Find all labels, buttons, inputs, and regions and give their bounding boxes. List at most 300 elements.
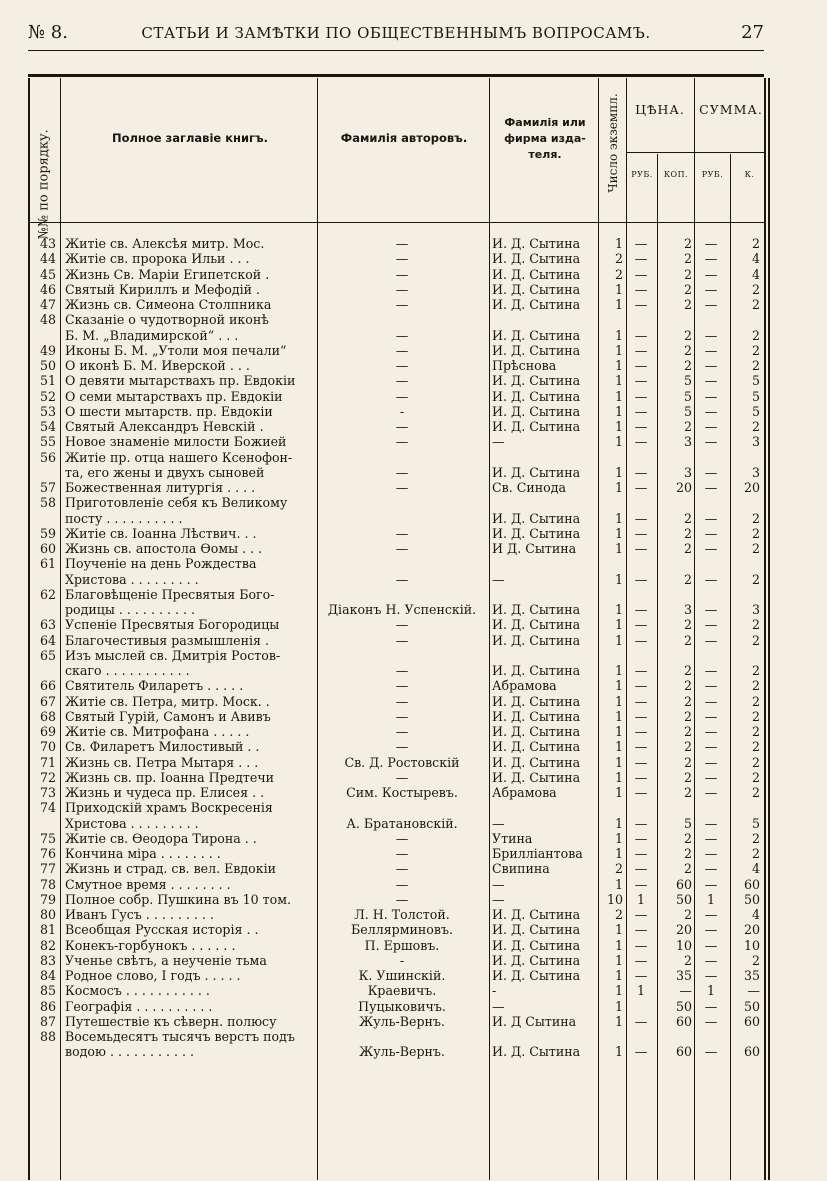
price-kop: 2 <box>683 525 692 541</box>
sum-kop: 2 <box>751 846 760 861</box>
price-kop: 50 <box>675 891 692 907</box>
table-row <box>30 282 764 297</box>
sum-rub: — <box>704 861 718 877</box>
sum-kop: 5 <box>751 373 760 389</box>
price-rub: — <box>634 785 648 800</box>
price-kop: 20 <box>675 480 692 495</box>
copies-count: 1 <box>614 693 623 709</box>
publisher-name: И. Д. Сытина <box>492 663 581 678</box>
publisher-name: И. Д. Сытина <box>492 617 581 633</box>
table-row <box>30 267 764 282</box>
sum-rub: — <box>704 876 718 892</box>
sum-rub: — <box>704 1013 718 1029</box>
price-kop: 2 <box>683 358 692 373</box>
author-name: Жуль-Вернъ. <box>359 1013 445 1029</box>
price-rub: — <box>634 297 648 312</box>
order-number: 52 <box>39 388 56 404</box>
copies-count: 1 <box>614 708 623 724</box>
copies-count: 1 <box>614 632 623 648</box>
copies-count: 1 <box>614 678 623 694</box>
sum-rub: — <box>704 785 718 800</box>
order-number: 53 <box>39 403 56 419</box>
table-row <box>30 1029 764 1044</box>
book-title: Святый Александръ Невскій . <box>65 419 264 434</box>
author-name: — <box>395 876 409 892</box>
copies-count: 1 <box>614 236 623 251</box>
order-number: 77 <box>39 861 56 877</box>
book-title: Космосъ . . . . . . . . . . . <box>65 983 210 999</box>
sum-rub: — <box>704 815 718 831</box>
publisher-name: И. Д. Сытина <box>492 769 581 785</box>
table-row <box>30 480 764 495</box>
sum-rub: — <box>704 327 718 343</box>
sum-kop: 2 <box>751 342 760 358</box>
sum-rub: — <box>704 617 718 633</box>
publisher-name: И. Д. Сытина <box>492 266 581 282</box>
sum-rub: — <box>704 754 718 770</box>
table-row <box>30 877 764 892</box>
price-rub: — <box>634 861 648 877</box>
book-title: Полное собр. Пушкина въ 10 том. <box>65 891 292 907</box>
price-rub: — <box>634 663 648 678</box>
price-sum-subrule <box>626 152 764 153</box>
book-title: Христова . . . . . . . . . <box>65 571 199 587</box>
publisher-name: Свипина <box>492 861 550 877</box>
sum-rub: — <box>704 922 718 938</box>
order-number: 64 <box>39 632 56 648</box>
copies-count: 1 <box>614 785 623 800</box>
order-number: 65 <box>39 647 56 663</box>
order-number: 54 <box>39 419 56 434</box>
table-row <box>30 236 764 251</box>
order-number: 79 <box>39 891 56 907</box>
price-kop: 2 <box>683 769 692 785</box>
copies-count: 1 <box>614 602 623 617</box>
publisher-name: И. Д. Сытина <box>492 525 581 541</box>
sum-kop: 2 <box>751 739 760 755</box>
book-title: О девяти мытарствахъ пр. Евдокіи <box>65 373 296 389</box>
copies-count: 1 <box>614 571 623 587</box>
price-rub: — <box>634 358 648 373</box>
sum-kop: 60 <box>743 1013 760 1029</box>
copies-count: 1 <box>614 373 623 389</box>
sum-rub: — <box>704 937 718 953</box>
header-copies: Число экземпл. <box>606 93 620 193</box>
price-rub: — <box>634 342 648 358</box>
author-name: А. Братановскій. <box>346 815 458 831</box>
sum-kop: 50 <box>743 998 760 1014</box>
book-title: Сказаніе о чудотворной иконѣ <box>65 312 269 328</box>
copies-count: 1 <box>614 281 623 297</box>
copies-count: 1 <box>614 830 623 846</box>
sum-rub: — <box>704 998 718 1014</box>
price-kop: 2 <box>683 342 692 358</box>
book-title: Житіе св. пророка Ильи . . . <box>65 251 250 267</box>
price-rub: — <box>634 327 648 343</box>
book-title: Иконы Б. М. „Утоли моя печали“ <box>65 342 287 358</box>
copies-count: 1 <box>614 754 623 770</box>
author-name: Жуль-Вернъ. <box>359 1044 445 1060</box>
price-rub: 1 <box>636 983 645 999</box>
order-number: 84 <box>39 968 56 983</box>
sum-kop: 5 <box>751 388 760 404</box>
sum-rub: — <box>704 663 718 678</box>
table-row <box>30 724 764 739</box>
header-price-rub: РУБ. <box>631 170 653 179</box>
price-rub: — <box>634 724 648 739</box>
price-rub: — <box>634 830 648 846</box>
sum-kop: 20 <box>743 480 760 495</box>
order-number: 47 <box>39 297 56 312</box>
order-number: 85 <box>39 983 56 999</box>
sum-rub: — <box>704 846 718 861</box>
order-number: 68 <box>39 708 56 724</box>
price-rub: — <box>634 251 648 267</box>
sum-rub: — <box>704 678 718 694</box>
price-rub: — <box>634 739 648 755</box>
sum-rub: — <box>704 632 718 648</box>
table-row <box>30 495 764 510</box>
publisher-name: — <box>492 998 505 1014</box>
author-name: Пуцыковичъ. <box>358 998 446 1014</box>
sum-rub: — <box>704 403 718 419</box>
publisher-name: И. Д. Сытина <box>492 373 581 389</box>
author-name: — <box>395 708 409 724</box>
book-title: О семи мытарствахъ пр. Евдокіи <box>65 388 283 404</box>
price-rub: — <box>634 708 648 724</box>
price-rub: — <box>634 876 648 892</box>
header-order-no: №№ по порядку. <box>36 129 52 240</box>
book-title: Приготовленіе себя къ Великому <box>65 495 288 511</box>
price-rub: — <box>634 815 648 831</box>
sum-rub: — <box>704 693 718 709</box>
order-number: 58 <box>39 495 56 511</box>
price-rub: 1 <box>636 891 645 907</box>
author-name: — <box>395 464 409 480</box>
copies-count: 2 <box>614 907 623 922</box>
publisher-name: И. Д. Сытина <box>492 419 581 434</box>
book-title: Успеніе Пресвятыя Богородицы <box>65 617 280 633</box>
book-title: Приходскій храмъ Воскресенія <box>65 800 273 816</box>
table-row <box>30 846 764 861</box>
order-number: 45 <box>39 266 56 282</box>
price-kop: 5 <box>683 373 692 389</box>
sum-kop: 10 <box>743 937 760 953</box>
author-name: — <box>395 251 409 267</box>
publisher-name: И. Д. Сытина <box>492 464 581 480</box>
price-rub: — <box>634 922 648 938</box>
price-kop: 2 <box>683 297 692 312</box>
book-title: Христова . . . . . . . . . <box>65 815 199 831</box>
author-name: — <box>395 419 409 434</box>
publisher-name: И. Д. Сытина <box>492 236 581 251</box>
publisher-name: И. Д. Сытина <box>492 724 581 739</box>
book-title: Конекъ-горбунокъ . . . . . . <box>65 937 236 953</box>
sum-kop: 4 <box>751 266 760 282</box>
table-row <box>30 312 764 327</box>
author-name: — <box>395 739 409 755</box>
sum-rub: — <box>704 510 718 526</box>
price-kop: 2 <box>683 510 692 526</box>
sum-kop: 2 <box>751 510 760 526</box>
col-divider <box>768 78 770 1180</box>
price-kop: 2 <box>683 236 692 251</box>
copies-count: 1 <box>614 388 623 404</box>
price-kop: 2 <box>683 785 692 800</box>
order-number: 70 <box>39 739 56 755</box>
sum-kop: 2 <box>751 754 760 770</box>
header-title: Полное заглавіе книгъ. <box>111 131 269 145</box>
table-row <box>30 511 764 526</box>
order-number: 46 <box>39 281 56 297</box>
author-name: П. Ершовъ. <box>364 937 440 953</box>
copies-count: 1 <box>614 663 623 678</box>
price-kop: 2 <box>683 541 692 556</box>
publisher-name: И. Д. Сытина <box>492 327 581 343</box>
price-kop: 2 <box>683 251 692 267</box>
table-row <box>30 755 764 770</box>
publisher-name: — <box>492 891 505 907</box>
header-publisher: Фамилія или фирма изда-теля. <box>504 116 586 161</box>
sum-rub: — <box>704 297 718 312</box>
sum-rub: — <box>704 266 718 282</box>
book-title: Святитель Филаретъ . . . . . <box>65 678 244 694</box>
sum-kop: 2 <box>751 358 760 373</box>
copies-count: 1 <box>614 464 623 480</box>
sum-rub: — <box>704 480 718 495</box>
order-number: 87 <box>39 1013 56 1029</box>
book-title: посту . . . . . . . . . . <box>65 510 183 526</box>
price-rub: — <box>634 480 648 495</box>
author-name: — <box>395 281 409 297</box>
publisher-name: Абрамова <box>492 678 557 694</box>
price-rub: — <box>634 419 648 434</box>
table-row <box>30 938 764 953</box>
publisher-name: — <box>492 571 505 587</box>
sum-rub: — <box>704 464 718 480</box>
price-kop: 3 <box>683 464 692 480</box>
price-kop: 2 <box>683 708 692 724</box>
price-rub: — <box>634 236 648 251</box>
author-name: — <box>395 525 409 541</box>
publisher-name: И. Д. Сытина <box>492 342 581 358</box>
sum-kop: 2 <box>751 663 760 678</box>
sum-kop: 3 <box>751 464 760 480</box>
author-name: — <box>395 388 409 404</box>
table-row <box>30 328 764 343</box>
copies-count: 1 <box>614 952 623 968</box>
sum-kop: 3 <box>751 602 760 617</box>
price-kop: 5 <box>683 403 692 419</box>
book-title: Жизнь и страд. св. вел. Евдокіи <box>65 861 277 877</box>
sum-rub: — <box>704 602 718 617</box>
copies-count: 2 <box>614 266 623 282</box>
book-title: Изъ мыслей св. Дмитрія Ростов- <box>65 647 281 663</box>
order-number: 59 <box>39 525 56 541</box>
table-row <box>30 297 764 312</box>
table-row <box>30 953 764 968</box>
book-title: Восемьдесятъ тысячъ верстъ подъ <box>65 1029 295 1044</box>
sum-kop: 4 <box>751 907 760 922</box>
book-title: родицы . . . . . . . . . . <box>65 602 195 617</box>
table-row <box>30 968 764 983</box>
sum-kop: 2 <box>751 419 760 434</box>
author-name: Сим. Костыревъ. <box>346 785 458 800</box>
author-name: — <box>395 663 409 678</box>
order-number: 74 <box>39 800 56 816</box>
order-number: 88 <box>39 1029 56 1044</box>
author-name: Л. Н. Толстой. <box>354 907 450 922</box>
author-name: Беллярминовъ. <box>351 922 453 938</box>
publisher-name: И. Д Сытина <box>492 1013 577 1029</box>
table-row <box>30 678 764 693</box>
header-author: Фамилія авторовъ. <box>340 131 468 145</box>
price-kop: 2 <box>683 830 692 846</box>
copies-count: 1 <box>614 403 623 419</box>
order-number: 86 <box>39 998 56 1014</box>
book-title: Житіе св. Митрофана . . . . . <box>65 724 250 739</box>
copies-count: 1 <box>614 541 623 556</box>
order-number: 69 <box>39 724 56 739</box>
price-kop: 60 <box>675 1044 692 1060</box>
table-row <box>30 633 764 648</box>
book-title: Иванъ Гусъ . . . . . . . . . <box>65 907 214 922</box>
sum-rub: 1 <box>706 983 715 999</box>
publisher-name: Утина <box>492 830 533 846</box>
table-row <box>30 389 764 404</box>
price-rub: — <box>634 1013 648 1029</box>
price-rub: — <box>634 571 648 587</box>
book-title: О иконѣ Б. М. Иверской . . . <box>65 358 250 373</box>
book-title: Благочестивыя размышленія . <box>65 632 269 648</box>
publisher-name: И. Д. Сытина <box>492 952 581 968</box>
header-price-kop: КОП. <box>663 170 689 179</box>
price-rub: — <box>634 968 648 983</box>
price-kop: 50 <box>675 998 692 1014</box>
author-name: — <box>395 342 409 358</box>
price-kop: 5 <box>683 388 692 404</box>
sum-rub: 1 <box>706 891 715 907</box>
price-rub: — <box>634 952 648 968</box>
price-rub: — <box>634 937 648 953</box>
book-title: Благовѣщеніе Пресвятыя Бого- <box>65 586 275 602</box>
sum-kop: 4 <box>751 861 760 877</box>
issue-number: № 8. <box>28 22 68 43</box>
price-kop: 5 <box>683 815 692 831</box>
order-number: 76 <box>39 846 56 861</box>
copies-count: 1 <box>614 342 623 358</box>
table-row <box>30 465 764 480</box>
table-row <box>30 648 764 663</box>
table-row <box>30 373 764 388</box>
publisher-name: И. Д. Сытина <box>492 754 581 770</box>
publisher-name: И Д. Сытина <box>492 541 577 556</box>
sum-kop: 2 <box>751 327 760 343</box>
order-number: 49 <box>39 342 56 358</box>
publisher-name: — <box>492 434 505 450</box>
book-title: Б. М. „Владимирской“ . . . <box>65 327 239 343</box>
table-row <box>30 785 764 800</box>
order-number: 73 <box>39 785 56 800</box>
copies-count: 1 <box>614 876 623 892</box>
author-name: — <box>395 266 409 282</box>
author-name: К. Ушинскій. <box>358 968 446 983</box>
order-number: 71 <box>39 754 56 770</box>
book-title: Жизнь св. пр. Іоанна Предтечи <box>65 769 275 785</box>
sum-rub: — <box>704 236 718 251</box>
copies-count: 1 <box>614 998 623 1014</box>
table-row <box>30 572 764 587</box>
sum-kop: 2 <box>751 785 760 800</box>
copies-count: 1 <box>614 434 623 450</box>
author-name: — <box>395 891 409 907</box>
book-title: Житіе пр. отца нашего Ксенофон- <box>65 449 293 465</box>
price-kop: 2 <box>683 846 692 861</box>
order-number: 72 <box>39 769 56 785</box>
copies-count: 1 <box>614 510 623 526</box>
header-price: ЦѢНА. <box>635 102 685 117</box>
sum-kop: 20 <box>743 922 760 938</box>
author-name: — <box>395 830 409 846</box>
order-number: 56 <box>39 449 56 465</box>
author-name: — <box>395 571 409 587</box>
order-number: 60 <box>39 541 56 556</box>
sum-kop: 2 <box>751 236 760 251</box>
sum-kop: 35 <box>743 968 760 983</box>
page-number: 27 <box>741 22 764 43</box>
price-kop: 3 <box>683 602 692 617</box>
sum-kop: 60 <box>743 876 760 892</box>
table-row <box>30 1014 764 1029</box>
price-rub: — <box>634 373 648 389</box>
author-name: — <box>395 693 409 709</box>
price-kop: 2 <box>683 678 692 694</box>
order-number: 83 <box>39 952 56 968</box>
book-title: Житіе св. Петра, митр. Моск. . <box>65 693 270 709</box>
price-rub: — <box>634 907 648 922</box>
order-number: 44 <box>39 251 56 267</box>
author-name: - <box>399 403 405 419</box>
publisher-name: И. Д. Сытина <box>492 739 581 755</box>
sum-rub: — <box>704 907 718 922</box>
price-kop: 3 <box>683 434 692 450</box>
book-title: Жизнь св. апостола Ѳомы . . . <box>65 541 263 556</box>
price-kop: 2 <box>683 693 692 709</box>
author-name: — <box>395 861 409 877</box>
price-kop: 2 <box>683 632 692 648</box>
table-row <box>30 419 764 434</box>
header-rule <box>28 50 764 51</box>
book-title: водою . . . . . . . . . . . <box>65 1044 195 1060</box>
publisher-name: Св. Синода <box>492 480 567 495</box>
order-number: 61 <box>39 556 56 572</box>
order-number: 80 <box>39 907 56 922</box>
price-kop: 2 <box>683 952 692 968</box>
table-row <box>30 983 764 998</box>
sum-kop: 2 <box>751 678 760 694</box>
copies-count: 1 <box>614 1013 623 1029</box>
sum-rub: — <box>704 342 718 358</box>
book-title: Св. Филаретъ Милостивый . . <box>65 739 260 755</box>
sum-rub: — <box>704 739 718 755</box>
sum-rub: — <box>704 388 718 404</box>
sum-rub: — <box>704 358 718 373</box>
price-kop: 35 <box>675 968 692 983</box>
author-name: - <box>399 952 405 968</box>
sum-rub: — <box>704 968 718 983</box>
copies-count: 1 <box>614 922 623 938</box>
table-row <box>30 602 764 617</box>
